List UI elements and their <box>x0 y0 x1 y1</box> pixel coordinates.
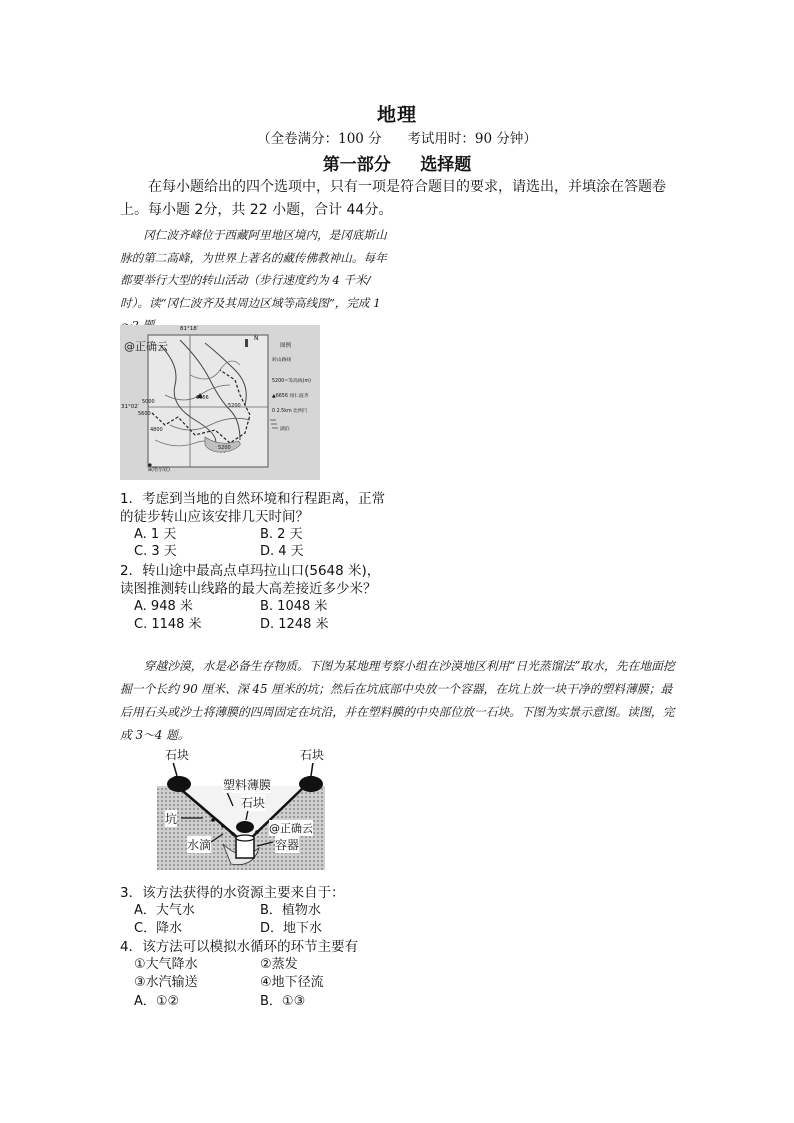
question-2-option-c[interactable]: C. 1148 米 <box>134 617 202 632</box>
part-title: 第一部分 选择题 <box>322 155 472 175</box>
map-contour-label: 5600 <box>138 411 151 417</box>
question-4-option-a[interactable]: A．①② <box>134 994 180 1009</box>
question-3-option-d[interactable]: D．地下水 <box>260 921 323 936</box>
question-4-stem: 4．该方法可以模拟水循环的环节主要有 <box>120 939 359 955</box>
map-town-label: a(塔尔钦) <box>148 467 170 473</box>
map-legend-item: 5200~等高线(m) <box>272 379 312 384</box>
map-longitude-label: 81°18′ <box>180 326 198 332</box>
instructions: 在每小题给出的四个选项中，只有一项是符合题目的要求，请选出，并填涂在答题卷上。每小题 2分，共 22 小题，合计 44分。 <box>120 179 666 218</box>
solar-still-figure <box>153 744 329 872</box>
question-2-stem: 2．转山途中最高点卓玛拉山口(5648 米)， 读图推测转山线路的最大高差接近多少米？ <box>120 563 381 597</box>
map-contour-label: 5200 <box>218 445 231 451</box>
question-2-option-b[interactable]: B. 1048 米 <box>260 599 328 614</box>
map-legend-item: ▲6656 冈仁波齐 <box>272 394 309 399</box>
map-watermark: @正确云 <box>124 340 168 353</box>
question-3-stem: 3．该方法获得的水资源主要来自于： <box>120 885 345 901</box>
map-peak-label: 6656 <box>196 395 209 401</box>
question-4-option-b[interactable]: B．①③ <box>260 994 306 1009</box>
label-container: 容器 <box>275 838 300 852</box>
map-legend-item: 转山路线 <box>272 358 292 363</box>
label-stone-right: 石块 <box>300 748 325 762</box>
label-stone-left: 石块 <box>165 748 190 762</box>
map-legend-title: 图例 <box>280 343 292 349</box>
question-4-item-2: ②蒸发 <box>260 957 298 972</box>
label-pit: 坑 <box>165 812 178 826</box>
passage-1: 冈仁波齐峰位于西藏阿里地区境内，是冈底斯山脉的第二高峰，为世界上著名的藏传佛教神山。每年都要举行大型的转山活动（步行速度约为 4 千米/时）。读“冈仁波齐及其周边区域等高线图”，完成 1 <box>120 228 387 310</box>
map-legend-item: 湖泊 <box>280 427 290 432</box>
map-contour-label: 5000 <box>142 399 155 405</box>
question-1-option-c[interactable]: C. 3 天 <box>134 544 177 559</box>
question-1-stem: 1．考虑到当地的自然环境和行程距离，正常 的徒步转山应该安排几天时间？ <box>120 491 386 525</box>
question-3-option-b[interactable]: B．植物水 <box>260 903 321 918</box>
map-latitude-label: 31°02′ <box>121 404 139 410</box>
label-water-drops: 水滴 <box>187 838 212 852</box>
map-contour-label: 5200 <box>228 403 241 409</box>
exam-subtitle: （全卷满分：100 分 考试用时：90 分钟） <box>257 131 537 147</box>
question-4-item-1: ①大气降水 <box>134 957 198 972</box>
map-north-arrow: N <box>254 335 259 342</box>
still-watermark: @正确云 <box>269 822 313 835</box>
question-1-option-b[interactable]: B. 2 天 <box>260 527 303 542</box>
question-3-option-c[interactable]: C．降水 <box>134 921 183 936</box>
question-3-option-a[interactable]: A．大气水 <box>134 903 195 918</box>
map-legend-item: 0 2.5km 比例尺 <box>272 409 308 414</box>
map-contour-label: 4800 <box>150 427 163 433</box>
label-stone-center: 石块 <box>241 796 266 810</box>
exam-title: 地理 <box>376 104 417 126</box>
question-4-item-4: ④地下径流 <box>260 975 324 990</box>
question-4-item-3: ③水汽输送 <box>134 975 198 990</box>
question-1-option-d[interactable]: D. 4 天 <box>260 544 304 559</box>
question-2-option-d[interactable]: D. 1248 米 <box>260 617 329 632</box>
question-2-option-a[interactable]: A. 948 米 <box>134 599 193 614</box>
contour-map-figure <box>120 325 320 480</box>
passage-2: 穿越沙漠，水是必备生存物质。下图为某地理考察小组在沙漠地区利用“日光蒸馏法”取水，先在地面挖掘一个长约 90 厘米、深 45 厘米的坑；然后在坑底部中央放一个容器，在坑上放一块干净的塑料薄膜；最后用石头或沙土将薄膜的四周固定在坑沿，并在塑料膜的中央部位放一石块。下图为实景示意图。读图，完成 3～4 题。 <box>120 659 675 742</box>
question-1-option-a[interactable]: A. 1 天 <box>134 527 177 542</box>
label-plastic-film: 塑料薄膜 <box>223 778 272 792</box>
